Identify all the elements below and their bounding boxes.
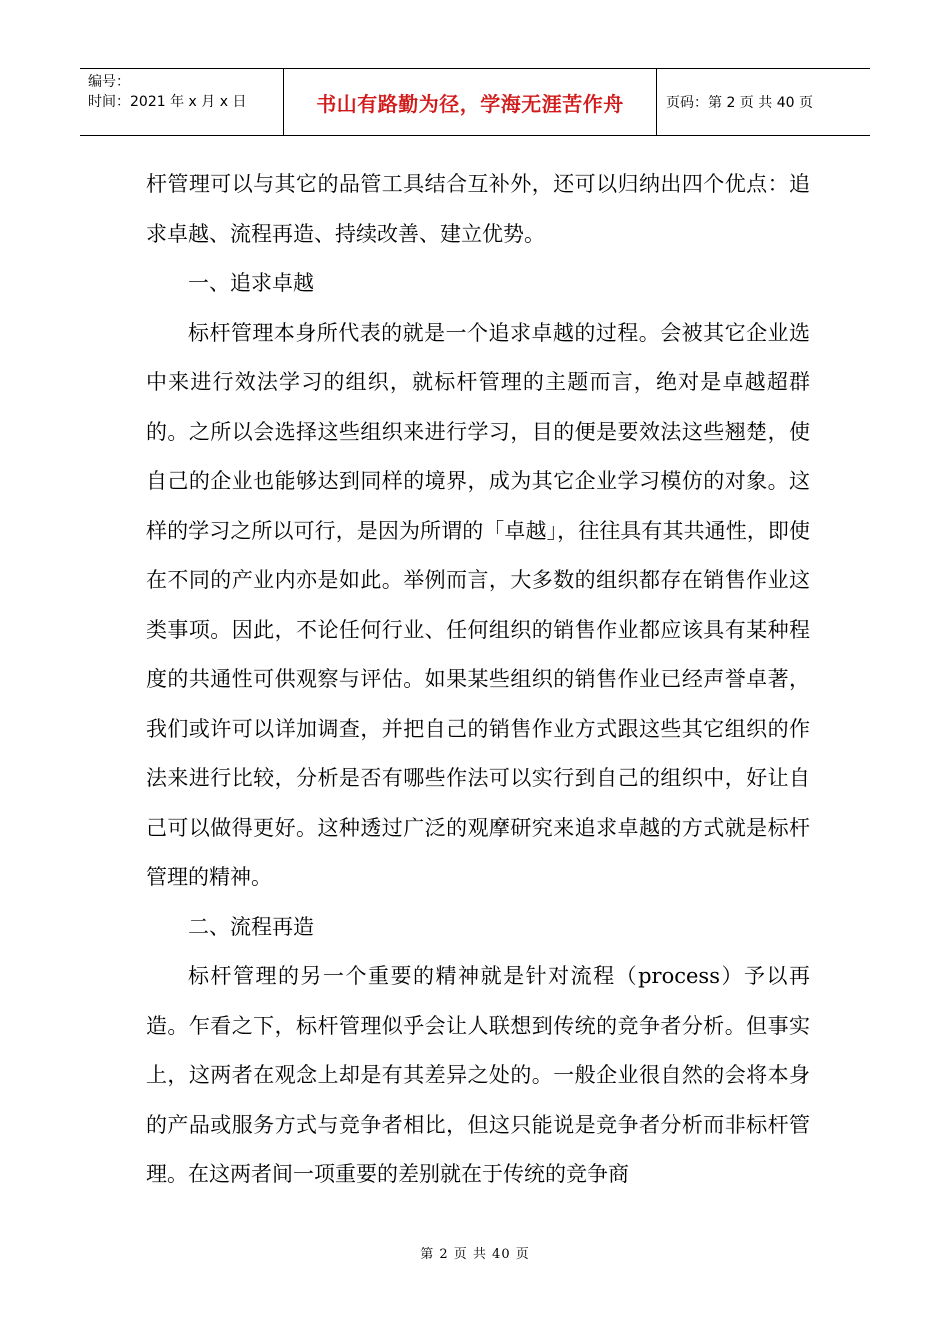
document-time-label: 时间：2021 年 x 月 x 日 (88, 94, 247, 110)
header-motto: 书山有路勤为径，学海无涯苦作舟 (284, 69, 657, 135)
document-body (146, 160, 810, 1200)
header-page-label: 页码：第 2 页 共 40 页 (666, 95, 813, 111)
page-footer: 第 2 页 共 40 页 (420, 1247, 530, 1262)
document-header (80, 68, 870, 136)
section-heading-pursue-excellence: 一、追求卓越 (188, 271, 314, 295)
body-paragraph: 标杆管理的另一个重要的精神就是针对流程（process）予以再造。乍看之下，标杆管理似乎会让人联想到传统的竞争者分析。但事实上，这两者在观念上却是有其差异之处的。一般企业很自然的会将本身的产品或服务方式与竞争者相比，但这只能说是竞争者分析而非标杆管理。在这两者间一项重要的差别就在于传统的竞争商 (146, 964, 810, 1186)
body-paragraph: 标杆管理本身所代表的就是一个追求卓越的过程。会被其它企业选中来进行效法学习的组织，就标杆管理的主题而言，绝对是卓越超群的。之所以会选择这些组织来进行学习，目的便是要效法这些翘楚，使自己的企业也能够达到同样的境界，成为其它企业学习模仿的对象。这样的学习之所以可行，是因为所谓的「卓越」，往往具有其共通性，即使在不同的产业内亦是如此。举例而言，大多数的组织都存在销售作业这类事项。因此，不论任何行业、任何组织的销售作业都应该具有某种程度的共通性可供观察与评估。如果某些组织的销售作业已经声誉卓著，我们或许可以详加调查，并把自己的销售作业方式跟这些其它组织的作法来进行比较，分析是否有哪些作法可以实行到自己的组织中，好让自己可以做得更好。这种透过广泛的观摩研究来追求卓越的方式就是标杆管理的精神。 (146, 320, 810, 889)
header-meta (80, 69, 284, 135)
section-heading-process-reengineering: 二、流程再造 (188, 914, 314, 939)
body-paragraph: 杆管理可以与其它的品管工具结合互补外，还可以归纳出四个优点：追求卓越、流程再造、持续改善、建立优势。 (146, 172, 810, 246)
document-number-label: 编号： (88, 74, 130, 90)
